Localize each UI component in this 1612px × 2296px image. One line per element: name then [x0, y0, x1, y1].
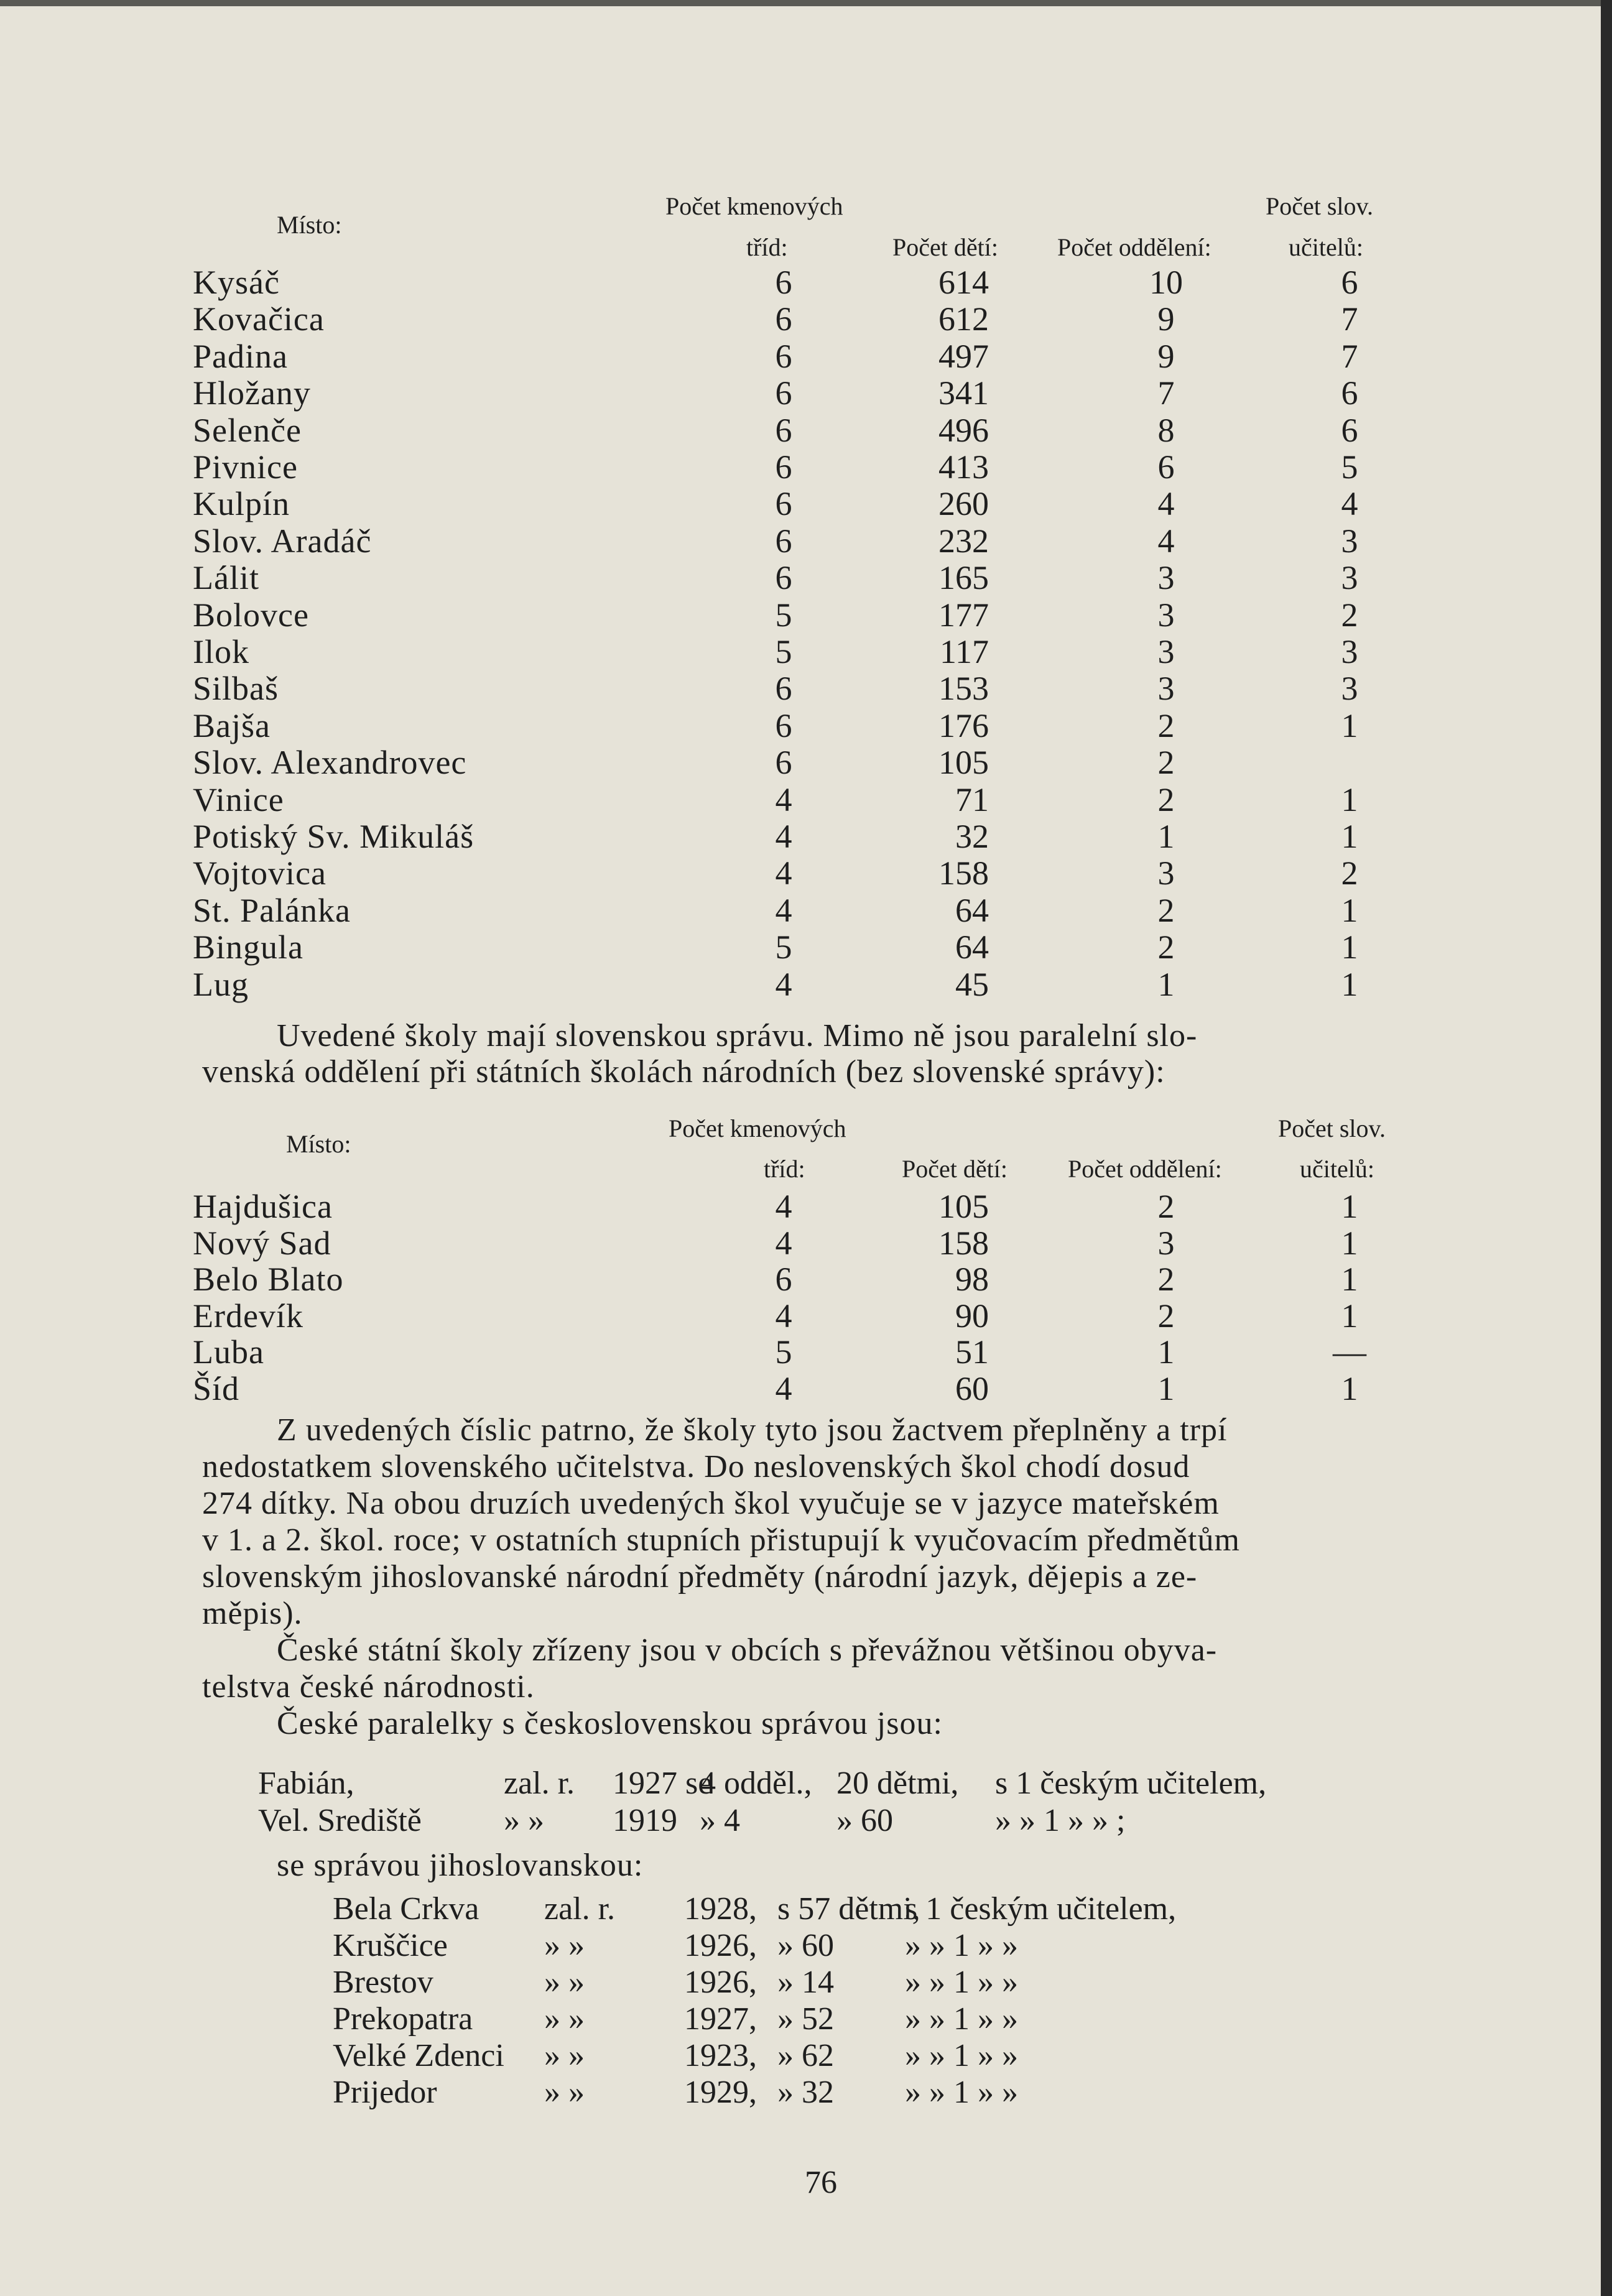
- header-pocet-deti: Počet dětí:: [902, 1155, 1008, 1183]
- place-name: Ilok: [193, 633, 249, 670]
- place-name: Belo Blato: [193, 1261, 344, 1298]
- col-zal: » »: [544, 1965, 585, 2000]
- deti-value: 614: [938, 264, 989, 301]
- oddeleni-value: 10: [1149, 264, 1183, 301]
- oddeleni-value: 1: [1157, 1333, 1175, 1371]
- table-row: [0, 707, 1612, 744]
- trid-value: 4: [775, 818, 792, 855]
- deti-value: 413: [938, 448, 989, 486]
- table-row: [0, 781, 1612, 818]
- ucitelu-value: 1: [1341, 965, 1358, 1003]
- table-row: [0, 818, 1612, 855]
- oddeleni-value: 3: [1157, 596, 1175, 634]
- ucitelu-value: 3: [1341, 522, 1358, 560]
- deti-value: 177: [938, 596, 989, 634]
- place-name: Slov. Aradáč: [193, 522, 372, 560]
- col-count: 4 odděl.,: [700, 1766, 812, 1801]
- oddeleni-value: 2: [1157, 1297, 1175, 1335]
- col-zal: » »: [544, 2038, 585, 2073]
- deti-value: 153: [938, 670, 989, 708]
- text-line: v 1. a 2. škol. roce; v ostatních stupních přistupují k vyučovacím předmětům: [202, 1522, 1240, 1558]
- text-line: nedostatkem slovenského učitelstva. Do neslovenských škol chodí dosud: [202, 1449, 1190, 1484]
- ucitelu-value: 1: [1341, 1224, 1358, 1262]
- col-zal: » »: [544, 1928, 585, 1963]
- header-pocet-slov: Počet slov.: [1266, 192, 1373, 220]
- col-zal: zal. r.: [544, 1891, 616, 1927]
- col-year: 1928,: [684, 1891, 757, 1927]
- ucitelu-value: 6: [1341, 411, 1358, 449]
- text-line: venská oddělení při státních školách národních (bez slovenské správy):: [202, 1054, 1165, 1090]
- table-row: [0, 412, 1612, 449]
- oddeleni-value: 2: [1157, 1188, 1175, 1225]
- trid-value: 4: [775, 891, 792, 929]
- header-pocet-slov: Počet slov.: [1278, 1114, 1386, 1142]
- trid-value: 6: [775, 411, 792, 449]
- ucitelu-value: 6: [1341, 264, 1358, 301]
- deti-value: 232: [938, 522, 989, 560]
- table-row: [0, 596, 1612, 634]
- text-line: slovenským jihoslovanské národní předměty (národní jazyk, dějepis a ze-: [202, 1559, 1198, 1595]
- table-row: [0, 559, 1612, 596]
- ucitelu-value: 6: [1341, 374, 1358, 412]
- oddeleni-value: 2: [1157, 744, 1175, 782]
- deti-value: 64: [955, 891, 989, 929]
- table-row: [0, 633, 1612, 670]
- col-year: 1919: [613, 1803, 677, 1838]
- yu-intro: se správou jihoslovanskou:: [277, 1848, 644, 1883]
- ucitelu-value: 1: [1341, 891, 1358, 929]
- place-name: Potiský Sv. Mikuláš: [193, 818, 475, 855]
- place-name: Silbaš: [193, 670, 279, 708]
- trid-value: 6: [775, 448, 792, 486]
- oddeleni-value: 2: [1157, 891, 1175, 929]
- table-row: [0, 966, 1612, 1003]
- place-name: Selenče: [193, 411, 302, 449]
- table-row: [0, 670, 1612, 707]
- header-trid: tříd:: [746, 233, 788, 261]
- oddeleni-value: 4: [1157, 485, 1175, 523]
- trid-value: 4: [775, 854, 792, 892]
- trid-value: 6: [775, 374, 792, 412]
- table-row: [0, 300, 1612, 338]
- oddeleni-value: 2: [1157, 706, 1175, 744]
- deti-value: 32: [955, 818, 989, 855]
- oddeleni-value: 9: [1157, 337, 1175, 375]
- ucitelu-value: 1: [1341, 706, 1358, 744]
- ucitelu-value: 3: [1341, 633, 1358, 670]
- deti-value: 45: [955, 965, 989, 1003]
- col-kids: s 57 dětmi,: [777, 1891, 920, 1927]
- parallel-yu-row: [0, 1964, 1612, 2001]
- place-name: Bingula: [193, 928, 303, 966]
- trid-value: 4: [775, 965, 792, 1003]
- trid-value: 6: [775, 744, 792, 782]
- deti-value: 612: [938, 300, 989, 338]
- table-row: [0, 1333, 1612, 1371]
- trid-value: 6: [775, 300, 792, 338]
- col-year: 1923,: [684, 2038, 757, 2073]
- deti-value: 158: [938, 1224, 989, 1262]
- place-name: Kulpín: [193, 485, 290, 523]
- col-teach: s 1 českým učitelem,: [995, 1766, 1267, 1801]
- text-line: telstva české národnosti.: [202, 1669, 535, 1705]
- header-pocet-oddeleni: Počet oddělení:: [1068, 1155, 1222, 1183]
- col-zal: » »: [544, 2075, 585, 2110]
- col-count: » 4: [700, 1803, 740, 1838]
- table-row: [0, 264, 1612, 301]
- deti-value: 105: [938, 744, 989, 782]
- place-name: Lálit: [193, 559, 259, 597]
- oddeleni-value: 9: [1157, 300, 1175, 338]
- ucitelu-value: 1: [1341, 1261, 1358, 1298]
- place-name: Kysáč: [193, 264, 280, 301]
- place-name: Bajša: [193, 706, 271, 744]
- ucitelu-value: 2: [1341, 854, 1358, 892]
- deti-value: 60: [955, 1370, 989, 1407]
- trid-value: 4: [775, 1188, 792, 1225]
- col-zal: » »: [504, 1803, 544, 1838]
- trid-value: 4: [775, 1297, 792, 1335]
- place-name: Hajdušica: [193, 1188, 333, 1225]
- place-name: St. Palánka: [193, 891, 351, 929]
- deti-value: 158: [938, 854, 989, 892]
- header-pocet-deti: Počet dětí:: [892, 233, 998, 261]
- col-place: Bela Crkva: [333, 1891, 479, 1927]
- text-line: Uvedené školy mají slovenskou správu. Mimo ně jsou paralelní slo-: [277, 1018, 1198, 1053]
- text-line: České paralelky s československou správou jsou:: [277, 1706, 943, 1741]
- col-zal: zal. r.: [504, 1766, 575, 1801]
- text-line: České státní školy zřízeny jsou v obcích s převážnou většinou obyva-: [277, 1632, 1218, 1668]
- col-teach: s 1 českým učitelem,: [905, 1891, 1177, 1927]
- place-name: Erdevík: [193, 1297, 303, 1335]
- ucitelu-value: 1: [1341, 780, 1358, 818]
- trid-value: 6: [775, 670, 792, 708]
- ucitelu-value: 4: [1341, 485, 1358, 523]
- place-name: Kovačica: [193, 300, 325, 338]
- parallel-yu-row: [0, 1891, 1612, 1928]
- col-kids: » 14: [777, 1965, 834, 2000]
- table-row: [0, 1188, 1612, 1225]
- page-number: 76: [805, 2165, 837, 2200]
- oddeleni-value: 6: [1157, 448, 1175, 486]
- table-row: [0, 854, 1612, 892]
- col-place: Velké Zdenci: [333, 2038, 504, 2073]
- trid-value: 6: [775, 264, 792, 301]
- deti-value: 90: [955, 1297, 989, 1335]
- table-row: [0, 928, 1612, 966]
- oddeleni-value: 2: [1157, 928, 1175, 966]
- page-top-edge: [0, 0, 1612, 6]
- col-place: Prekopatra: [333, 2001, 473, 2037]
- oddeleni-value: 3: [1157, 633, 1175, 670]
- place-name: Šíd: [193, 1370, 240, 1407]
- col-year: 1927 se: [613, 1766, 713, 1801]
- table-row: [0, 1297, 1612, 1335]
- ucitelu-value: 2: [1341, 596, 1358, 634]
- table-row: [0, 744, 1612, 781]
- ucitelu-value: 1: [1341, 1297, 1358, 1335]
- ucitelu-value: 1: [1341, 928, 1358, 966]
- place-name: Lug: [193, 965, 249, 1003]
- oddeleni-value: 2: [1157, 780, 1175, 818]
- ucitelu-value: 7: [1341, 300, 1358, 338]
- col-kids: » 60: [836, 1803, 893, 1838]
- trid-value: 6: [775, 559, 792, 597]
- table-row: [0, 1370, 1612, 1407]
- ucitelu-value: 1: [1341, 818, 1358, 855]
- deti-value: 117: [940, 633, 989, 670]
- oddeleni-value: 4: [1157, 522, 1175, 560]
- text-line: Z uvedených číslic patrno, že školy tyto jsou žactvem přeplněny a trpí: [277, 1412, 1228, 1448]
- oddeleni-value: 2: [1157, 1261, 1175, 1298]
- place-name: Pivnice: [193, 448, 298, 486]
- trid-value: 5: [775, 1333, 792, 1371]
- col-kids: » 62: [777, 2038, 834, 2073]
- col-place: Prijedor: [333, 2075, 437, 2110]
- trid-value: 6: [775, 337, 792, 375]
- place-name: Nový Sad: [193, 1224, 331, 1262]
- text-line: 274 dítky. Na obou druzích uvedených škol vyučuje se v jazyce mateřském: [202, 1486, 1220, 1521]
- col-kids: » 60: [777, 1928, 834, 1963]
- trid-value: 4: [775, 1224, 792, 1262]
- deti-value: 105: [938, 1188, 989, 1225]
- parallel-yu-row: [0, 2037, 1612, 2075]
- header-pocet-kmenovych: Počet kmenových: [665, 192, 843, 220]
- oddeleni-value: 1: [1157, 1370, 1175, 1407]
- place-name: Padina: [193, 337, 288, 375]
- col-kids: » 32: [777, 2075, 834, 2110]
- col-kids: » 52: [777, 2001, 834, 2037]
- col-teach: » » 1 » »: [905, 2075, 1018, 2110]
- table-row: [0, 448, 1612, 486]
- col-place: Kruščice: [333, 1928, 448, 1963]
- table-row: [0, 485, 1612, 522]
- col-kids: 20 dětmi,: [836, 1766, 959, 1801]
- header-trid: tříd:: [764, 1155, 805, 1183]
- col-place: Fabián,: [258, 1766, 354, 1801]
- col-teach: » » 1 » »: [905, 2038, 1018, 2073]
- parallel-yu-row: [0, 2001, 1612, 2038]
- header-ucitelu: učitelů:: [1289, 233, 1363, 261]
- trid-value: 6: [775, 706, 792, 744]
- col-zal: » »: [544, 2001, 585, 2037]
- place-name: Vinice: [193, 780, 284, 818]
- deti-value: 260: [938, 485, 989, 523]
- col-place: Vel. Srediště: [258, 1803, 422, 1838]
- col-teach: » » 1 » »: [905, 1928, 1018, 1963]
- oddeleni-value: 1: [1157, 818, 1175, 855]
- ucitelu-value: 1: [1341, 1370, 1358, 1407]
- col-teach: » » 1 » »: [905, 2001, 1018, 2037]
- deti-value: 341: [938, 374, 989, 412]
- text-line: měpis).: [202, 1596, 303, 1631]
- deti-value: 71: [955, 780, 989, 818]
- oddeleni-value: 3: [1157, 1224, 1175, 1262]
- ucitelu-value: 3: [1341, 559, 1358, 597]
- table-row: [0, 892, 1612, 929]
- col-year: 1926,: [684, 1965, 757, 2000]
- trid-value: 5: [775, 928, 792, 966]
- oddeleni-value: 3: [1157, 670, 1175, 708]
- trid-value: 6: [775, 522, 792, 560]
- col-year: 1927,: [684, 2001, 757, 2037]
- col-place: Brestov: [333, 1965, 433, 2000]
- parallel-cs-row: [0, 1802, 1612, 1840]
- ucitelu-value: 7: [1341, 337, 1358, 375]
- deti-value: 496: [938, 411, 989, 449]
- place-name: Vojtovica: [193, 854, 327, 892]
- deti-value: 497: [938, 337, 989, 375]
- header-misto: Místo:: [277, 211, 342, 239]
- trid-value: 4: [775, 1370, 792, 1407]
- trid-value: 6: [775, 1261, 792, 1298]
- ucitelu-value: 1: [1341, 1188, 1358, 1225]
- trid-value: 6: [775, 485, 792, 523]
- table-row: [0, 1224, 1612, 1262]
- ucitelu-value: 3: [1341, 670, 1358, 708]
- place-name: Hložany: [193, 374, 311, 412]
- deti-value: 98: [955, 1261, 989, 1298]
- place-name: Bolovce: [193, 596, 309, 634]
- deti-value: 51: [955, 1333, 989, 1371]
- oddeleni-value: 3: [1157, 559, 1175, 597]
- trid-value: 4: [775, 780, 792, 818]
- deti-value: 165: [938, 559, 989, 597]
- place-name: Slov. Alexandrovec: [193, 744, 467, 782]
- oddeleni-value: 8: [1157, 411, 1175, 449]
- parallel-yu-row: [0, 2074, 1612, 2111]
- trid-value: 5: [775, 633, 792, 670]
- deti-value: 176: [938, 706, 989, 744]
- oddeleni-value: 1: [1157, 965, 1175, 1003]
- place-name: Luba: [193, 1333, 264, 1371]
- table-row: [0, 374, 1612, 412]
- ucitelu-value: 5: [1341, 448, 1358, 486]
- table-row: [0, 1261, 1612, 1298]
- col-year: 1929,: [684, 2075, 757, 2110]
- table-row: [0, 338, 1612, 375]
- col-teach: » » 1 » »: [905, 1965, 1018, 2000]
- trid-value: 5: [775, 596, 792, 634]
- col-year: 1926,: [684, 1928, 757, 1963]
- col-teach: » » 1 » » ;: [995, 1803, 1126, 1838]
- header-ucitelu: učitelů:: [1300, 1155, 1374, 1183]
- oddeleni-value: 3: [1157, 854, 1175, 892]
- deti-value: 64: [955, 928, 989, 966]
- header-pocet-kmenovych: Počet kmenových: [669, 1114, 846, 1142]
- header-pocet-oddeleni: Počet oddělení:: [1057, 233, 1211, 261]
- oddeleni-value: 7: [1157, 374, 1175, 412]
- parallel-cs-row: [0, 1765, 1612, 1802]
- parallel-yu-row: [0, 1927, 1612, 1965]
- header-misto: Místo:: [286, 1130, 351, 1158]
- ucitelu-value: —: [1333, 1333, 1366, 1371]
- table-row: [0, 522, 1612, 560]
